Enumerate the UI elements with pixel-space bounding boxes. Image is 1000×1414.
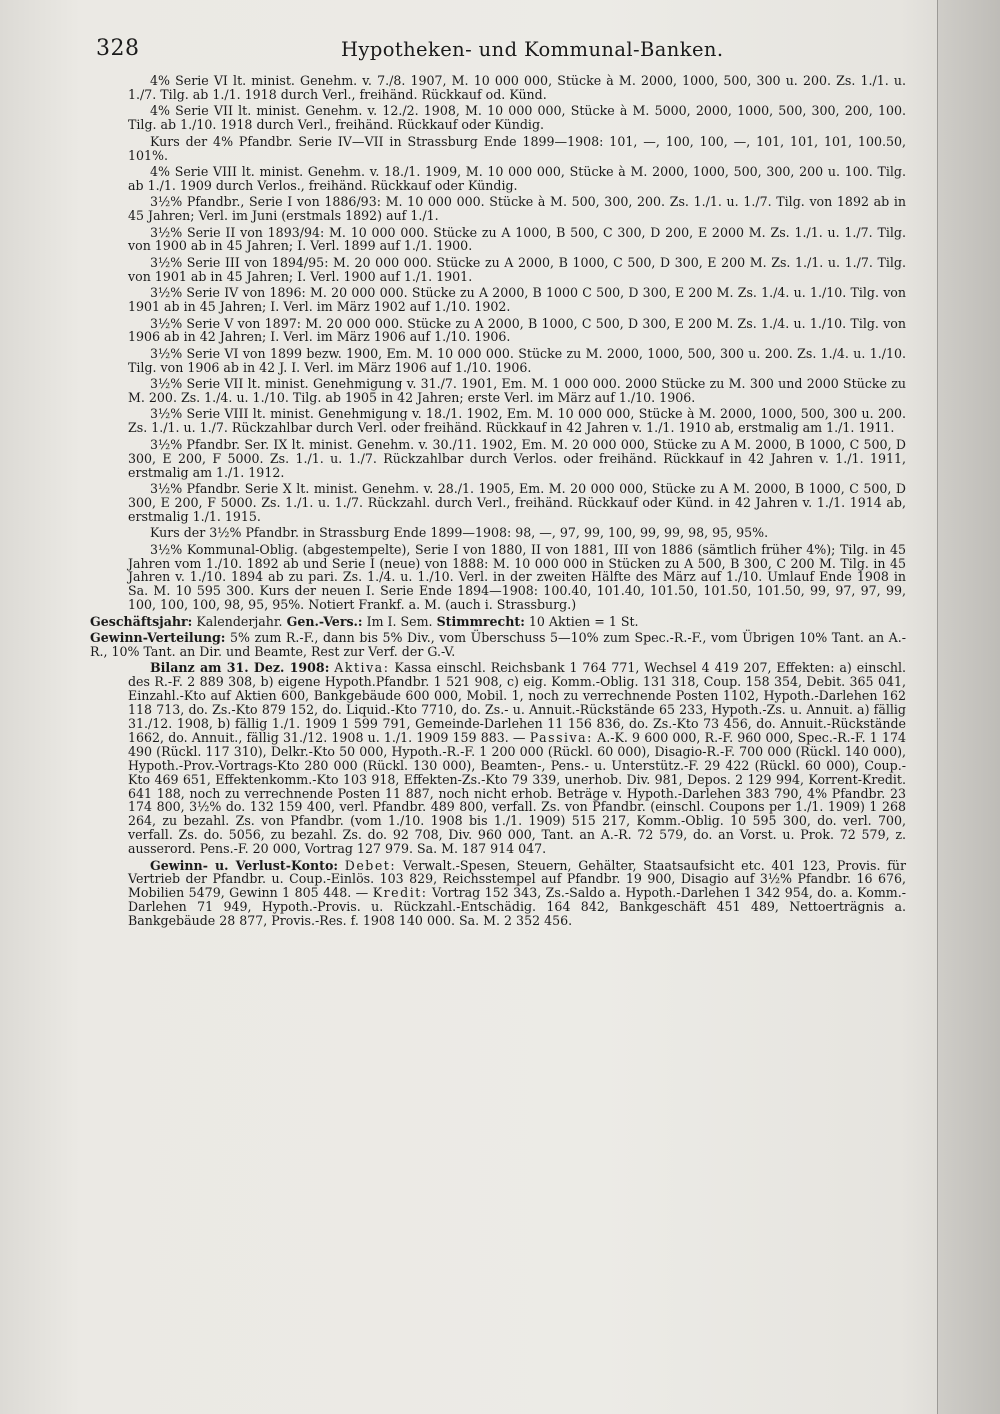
- adjacent-page-edge: [937, 0, 1000, 1414]
- paragraph-kurs-35: Kurs der 3½% Pfandbr. in Strassburg Ende 1899—1908: 98, —, 97, 99, 100, 99, 99, 98, 95, 95%.: [150, 525, 769, 541]
- kredit-text: Vortrag 152 343, Zs.-Saldo a. Hypoth.-Darlehen 1 342 954, do. a. Komm.-Darlehen 71 949, Hypoth.-Provis. u. Rückzahl.-Entschädig. 164 842, Bankgeschäft 451 489, Nettoerträgnis a. Bankgebäude 28 877, Provis.-Res. f. 1908 140 000. Sa. M. 2 352 456.: [128, 885, 906, 929]
- paragraph-serie-ii-35: 3½% Serie II von 1893/94: M. 10 000 000. Stücke zu A 1000, B 500, C 300, D 200, E 2000 M. Zs. 1./1. u. 1./7. Tilg. von 1900 ab in 45 Jahren; I. Verl. 1899 auf 1./1. 1900.: [128, 224, 906, 254]
- stimmrecht-value: 10 Aktien = 1 St.: [528, 613, 639, 629]
- gewinn-verteilung-label: Gewinn-Verteilung:: [90, 630, 226, 646]
- running-title: Hypotheken- und Kommunal-Banken.: [341, 38, 724, 61]
- paragraph-serie-viii-4: 4% Serie VIII lt. minist. Genehm. v. 18./1. 1909, M. 10 000 000, Stücke à M. 2000, 1000, 500, 300, 200 u. 100. Tilg. ab 1./1. 1909 durch Verlos., freihänd. Rückkauf oder Kündig.: [128, 163, 906, 193]
- paragraph-serie-vii-35: 3½% Serie VII lt. minist. Genehmigung v. 31./7. 1901, Em. M. 1 000 000. 2000 Stücke zu M. 300 und 2000 Stücke zu M. 200. Zs. 1./4. u. 1./10. Tilg. ab 1905 in 42 Jahren; erste Verl. im März auf 1./10. 1906.: [128, 376, 906, 406]
- aktiva-label: Aktiva:: [334, 660, 390, 676]
- paragraph-serie-vi-35: 3½% Serie VI von 1899 bezw. 1900, Em. M. 10 000 000. Stücke zu M. 2000, 1000, 500, 300 u. 200. Zs. 1./4. u. 1./10. Tilg. von 1906 ab in 42 J. I. Verl. im März 1906 auf 1./10. 1906.: [128, 345, 906, 375]
- paragraph-serie-iii-35: 3½% Serie III von 1894/95: M. 20 000 000. Stücke zu A 2000, B 1000, C 500, D 300, E 200 M. Zs. 1./1. u. 1./7. Tilg. von 1901 ab in 45 Jahren; I. Verl. 1900 auf 1./1. 1901.: [128, 254, 906, 284]
- paragraph-serie-iv-35: 3½% Serie IV von 1896: M. 20 000 000. Stücke zu A 2000, B 1000 C 500, D 300, E 200 M. Zs. 1./4. u. 1./10. Tilg. von 1901 ab in 45 Jahren; I. Verl. im März 1902 auf 1./10. 1902.: [128, 285, 906, 315]
- paragraph-serie-vii-4: 4% Serie VII lt. minist. Genehm. v. 12./2. 1908, M. 10 000 000, Stücke à M. 5000, 2000, 1000, 500, 300, 200, 100. Tilg. ab 1./10. 1918 durch Verl., freihänd. Rückkauf oder Kündig.: [128, 103, 906, 133]
- gewinn-verlust-konto: [128, 859, 906, 929]
- gewinn-verteilung: [90, 631, 906, 659]
- passiva-label: Passiva:: [529, 729, 593, 745]
- paragraph-serie-ix-35: 3½% Pfandbr. Ser. IX lt. minist. Genehm. v. 30./11. 1902, Em. M. 20 000 000, Stücke zu A M. 2000, B 1000, C 500, D 300, E 200, F 5000. Zs. 1./1. u. 1./7. Rückzahlbar durch Verlos. oder freihänd. Rückkauf in 42 Jahren v. 1./1. 1911, erstmalig am 1./1. 1912.: [128, 436, 906, 480]
- bilanz-aktiva: [128, 661, 906, 856]
- meta-line: [90, 615, 906, 629]
- debet-label: Debet:: [344, 857, 397, 873]
- passiva-text: A.-K. 9 600 000, R.-F. 960 000, Spec.-R.-F. 1 174 490 (Rückl. 117 310), Delkr.-Kto 50 000, Hypoth.-R.-F. 1 200 000 (Rückl. 60 000), Disagio-R.-F. 700 000 (Rückl. 140 000), Hypoth.-Prov.-Vortrags-Kto 280 000 (Rückl. 130 000), Beamten-, Pens.- u. Unterstütz.-F. 29 422 (Rückl. 60 000), Coup.-Kto 469 651, Effektenkomm.-Kto 103 918, Effekten-Zs.-Kto 79 339, unerhob. Div. 981, Depos. 2 129 994, Korrent-Kredit. 641 188, noch zu verrechnende Posten 11 887, noch nicht erhob. Beträge v. Hypoth.-Darlehen 383 790, 4% Pfandbr. 23 174 800, 3½% do. 132 159 400, verl. Pfandbr. 489 800, verfall. Zs. von Pfandbr. (einschl. Coupons per 1./1. 1909) 1 268 264, zu bezahl. Zs. von Pfandbr. (vom 1./10. 1908 bis 1./1. 1909) 515 217, Komm.-Oblig. 10 595 300, do. verl. 700, verfall. Zs. do. 5056, zu bezahl. Zs. do. 92 708, Div. 960 000, Tant. an A.-R. 72 579, do. an Vorst. u. Prok. 72 579, z. ausserord. Pens.-F. 20 000, Vortrag 127 979. Sa. M. 187 914 047.: [128, 729, 907, 857]
- kredit-label: Kredit:: [372, 885, 428, 901]
- paragraph-serie-v-35: 3½% Serie V von 1897: M. 20 000 000. Stücke zu A 2000, B 1000, C 500, D 300, E 200 M. Zs. 1./4. u. 1./10. Tilg. von 1906 ab in 42 Jahren; I. Verl. im März 1906 auf 1./10. 1906.: [128, 315, 906, 345]
- body-text: [90, 73, 907, 931]
- page-header: [96, 36, 936, 66]
- paragraph-serie-viii-35: 3½% Serie VIII lt. minist. Genehmigung v. 18./1. 1902, Em. M. 10 000 000, Stücke à M. 2000, 1000, 500, 300 u. 200. Zs. 1./1. u. 1./7. Rückzahlbar durch Verl. oder freihänd. Rückkauf in 42 Jahren v. 1./1. 1910 ab, erstmalig am 1./1. 1911.: [128, 406, 906, 436]
- gewinn-verlust-label: Gewinn- u. Verlust-Konto:: [150, 857, 339, 873]
- aktiva-text: Kassa einschl. Reichsbank 1 764 771, Wechsel 4 419 207, Effekten: a) einschl. des R.-F. 2 889 308, b) eigene Hypoth.Pfandbr. 1 521 908, c) eig. Komm.-Oblig. 131 318, Coup. 158 354, Debit. 365 041, Einzahl.-Kto auf Aktien 600, Bankgebäude 600 000, Mobil. 1, noch zu verrechnende Posten 1102, Hypoth.-Darlehen 162 118 713, do. Zs.-Kto 879 152, do. Liquid.-Kto 7710, do. Zs.- u. Annuit.-Rückstände 65 233, Hypoth.-Zs. u. Annuit. a) fällig 31./12. 1908, b) fällig 1./1. 1909 1 599 791, Gemeinde-Darlehen 11 156 836, do. Zs.-Kto 73 456, do. Annuit.-Rückstände 1662, do. Annuit., fällig 31./12. 1908 u. 1./1. 1909 159 883. —: [128, 660, 906, 745]
- paragraph-serie-i-35: 3½% Pfandbr., Serie I von 1886/93: M. 10 000 000. Stücke à M. 500, 300, 200. Zs. 1./1. u. 1./7. Tilg. von 1892 ab in 45 Jahren; Verl. im Juni (erstmals 1892) auf 1./1.: [128, 194, 906, 224]
- bilanz-label: Bilanz am 31. Dez. 1908:: [150, 660, 330, 676]
- page-number: 328: [96, 36, 140, 61]
- geschaeftsjahr-label: Geschäftsjahr:: [90, 613, 193, 629]
- debet-text: Verwalt.-Spesen, Steuern, Gehälter, Staatsaufsicht etc. 401 123, Provis. für Vertrieb der Pfandbr. u. Coup.-Einlös. 103 829, Reichsstempel auf Pfandbr. 19 900, Disagio auf 3½% Pfandbr. 16 676, Mobilien 5479, Gewinn 1 805 448. —: [128, 857, 906, 901]
- paragraph-serie-vi-4: 4% Serie VI lt. minist. Genehm. v. 7./8. 1907, M. 10 000 000, Stücke à M. 2000, 1000, 500, 300 u. 200. Zs. 1./1. u. 1./7. Tilg. ab 1./1. 1918 durch Verl., freihänd. Rückkauf od. Künd.: [128, 73, 906, 102]
- paragraph-kurs-4: Kurs der 4% Pfandbr. Serie IV—VII in Strassburg Ende 1899—1908: 101, —, 100, 100, —, 101, 101, 101, 100.50, 101%.: [128, 133, 906, 163]
- gen-vers-value: Im I. Sem.: [366, 613, 433, 629]
- paragraph-kommunal-oblig: 3½% Kommunal-Oblig. (abgestempelte), Serie I von 1880, II von 1881, III von 1886 (sämtlich früher 4%); Tilg. in 45 Jahren vom 1./10. 1892 ab und Serie I (neue) von 1888: M. 10 000 000 in Stücken zu A 500, B 300, C 200 M. Tilg. in 45 Jahren v. 1./10. 1894 ab zu pari. Zs. 1./4. u. 1./10. Verl. in der zweiten Hälfte des März auf 1./10. Umlauf Ende 1908 in Sa. M. 10 595 300. Kurs der neuen I. Serie Ende 1894—1908: 100.40, 101.40, 101.50, 101.50, 101.50, 99, 97, 97, 99, 100, 100, 100, 98, 95, 95%. Notiert Frankf. a. M. (auch i. Strassburg.): [128, 541, 906, 613]
- paragraph-serie-x-35: 3½% Pfandbr. Serie X lt. minist. Genehm. v. 28./1. 1905, Em. M. 20 000 000, Stücke zu A M. 2000, B 1000, C 500, D 300, E 200, F 5000. Zs. 1./1. u. 1./7. Rückzahl. durch Verl., freihänd. Rückkauf oder Künd. in 42 Jahren v. 1./1. 1914 ab, erstmalig 1./1. 1915.: [128, 480, 906, 524]
- gen-vers-label: Gen.-Vers.:: [286, 613, 363, 629]
- geschaeftsjahr-value: Kalenderjahr.: [196, 613, 283, 629]
- stimmrecht-label: Stimmrecht:: [436, 613, 525, 629]
- gewinn-verteilung-text: 5% zum R.-F., dann bis 5% Div., vom Überschuss 5—10% zum Spec.-R.-F., vom Übrigen 10% Tant. an A.-R., 10% Tant. an Dir. und Beamte, Rest zur Verf. der G.-V.: [90, 630, 906, 659]
